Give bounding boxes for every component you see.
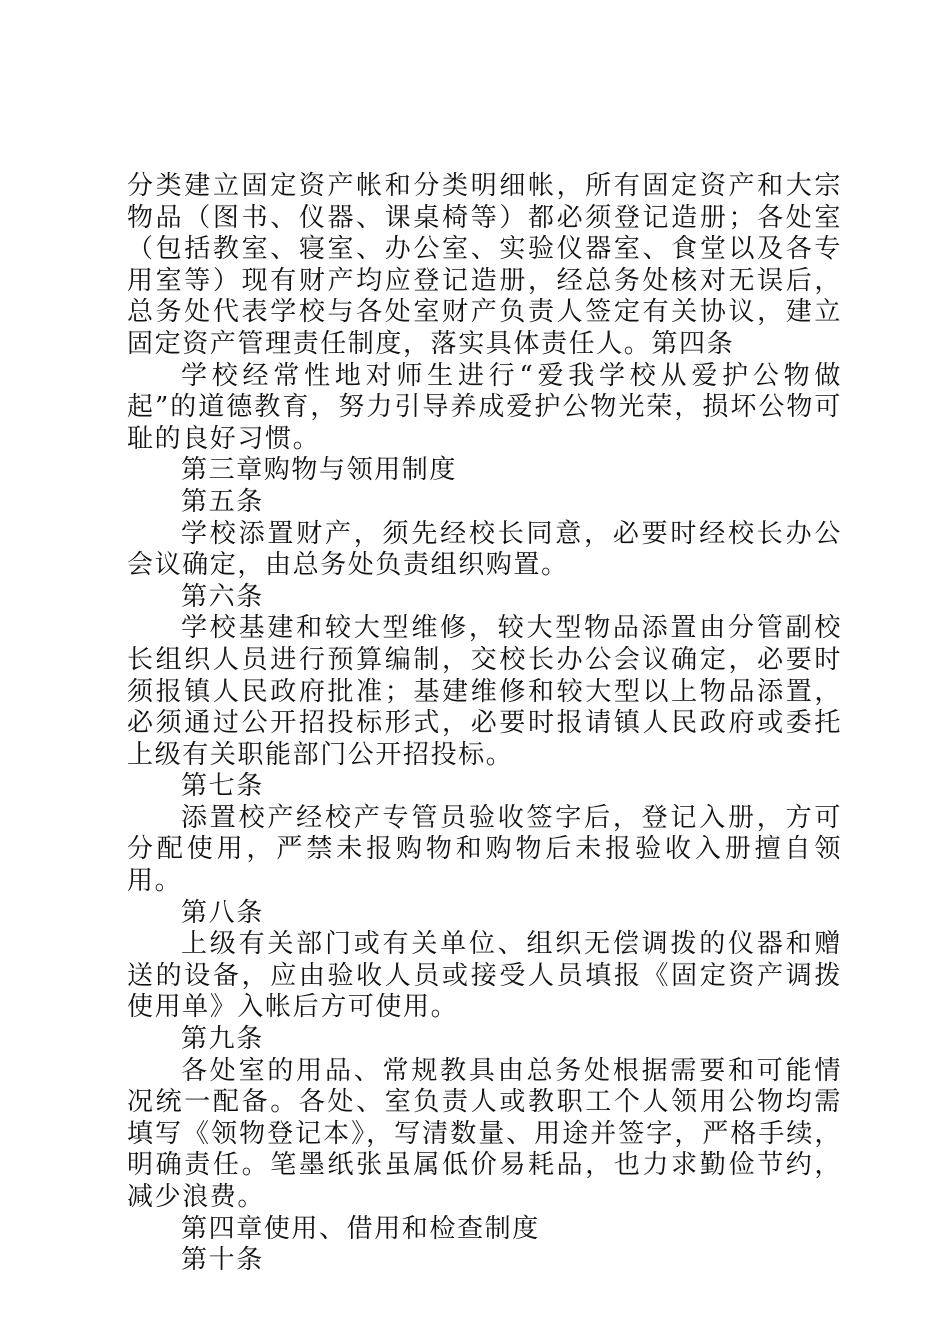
paragraph-article-8: 上级有关部门或有关单位、组织无偿调拨的仪器和赠送的设备，应由验收人员或接受人员填报《固定资产调拨使用单》入帐后方可使用。	[127, 929, 842, 1023]
paragraph-moral-education: 学校经常性地对师生进行“爱我学校从爱护公物做起”的道德教育，努力引导养成爱护公物光荣，损坏公物可耻的良好习惯。	[127, 360, 842, 454]
article-heading-6: 第六条	[181, 581, 264, 612]
paragraph-article-9: 各处室的用品、常规教具由总务处根据需要和可能情况统一配备。各处、室负责人或教职工个人领用公物均需填写《领物登记本》，写清数量、用途并签字，严格手续，明确责任。笔墨纸张虽属低价易耗品，也力求勤俭节约，减少浪费。	[127, 1055, 842, 1212]
article-heading-7: 第七条	[181, 771, 264, 802]
paragraph-article-7: 添置校产经校产专管员验收签字后，登记入册，方可分配使用，严禁未报购物和购物后未报验收入册擅自领用。	[127, 802, 842, 897]
chapter-heading-4: 第四章使用、借用和检查制度	[181, 1213, 540, 1244]
paragraph-asset-registration: 分类建立固定资产帐和分类明细帐，所有固定资产和大宗物品（图书、仪器、课桌椅等）都必须登记造册；各处室（包括教室、寝室、办公室、实验仪器室、食堂以及各专用室等）现有财产均应登记造册，经总务处核对无误后，总务处代表学校与各处室财产负责人签定有关协议，建立固定资产管理责任制度，落实具体责任人。第四条	[127, 171, 842, 359]
article-heading-10: 第十条	[181, 1245, 264, 1276]
paragraph-article-6: 学校基建和较大型维修，较大型物品添置由分管副校长组织人员进行预算编制，交校长办公会议确定，必要时须报镇人民政府批准；基建维修和较大型以上物品添置，必须通过公开招投标形式，必要时报请镇人民政府或委托上级有关职能部门公开招投标。	[127, 613, 842, 770]
paragraph-article-5: 学校添置财产，须先经校长同意，必要时经校长办公会议确定，由总务处负责组织购置。	[127, 518, 842, 581]
chapter-heading-3: 第三章购物与领用制度	[181, 455, 458, 486]
article-heading-8: 第八条	[181, 897, 264, 928]
article-heading-9: 第九条	[181, 1024, 264, 1055]
document-body	[127, 171, 842, 1277]
article-heading-5: 第五条	[181, 486, 264, 517]
